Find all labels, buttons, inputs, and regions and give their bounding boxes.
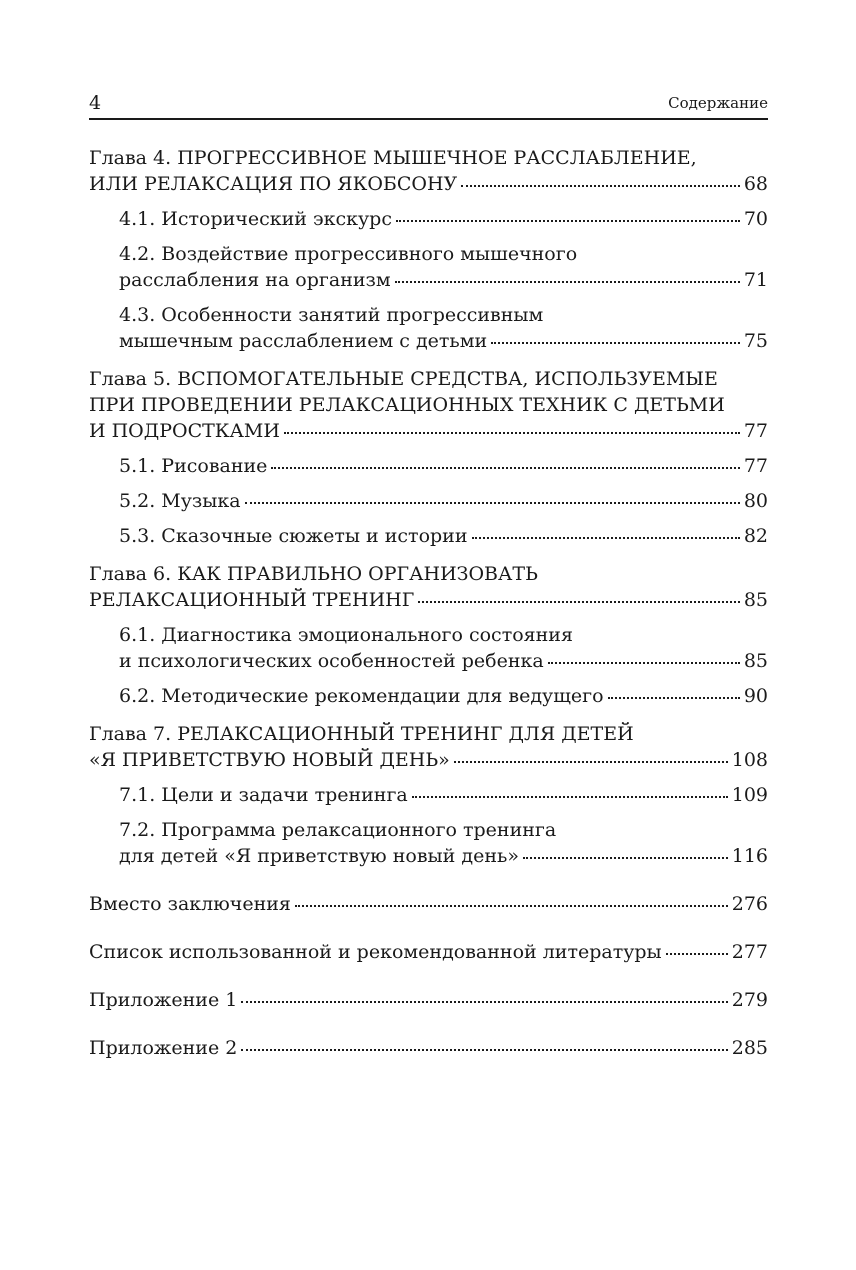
toc-page-number: 77	[743, 455, 768, 477]
dot-leader	[608, 695, 740, 699]
dot-leader	[396, 218, 740, 222]
toc-page-number: 277	[731, 941, 768, 963]
toc-page-number: 85	[743, 589, 768, 611]
toc-chapter-entry[interactable]	[89, 561, 768, 613]
toc-entry-title-line: «Я ПРИВЕТСТВУЮ НОВЫЙ ДЕНЬ»	[89, 749, 450, 771]
toc-entry-line	[119, 488, 768, 514]
toc-section-entry[interactable]	[89, 453, 768, 479]
toc-page-number: 279	[731, 989, 768, 1011]
toc-entry-title-line: и психологических особенностей ребенка	[119, 650, 544, 672]
toc-entry-line	[119, 843, 768, 869]
toc-page-number: 109	[731, 784, 768, 806]
toc-page-number: 85	[743, 650, 768, 672]
toc-entry-line	[89, 171, 768, 197]
dot-leader	[454, 759, 728, 763]
page-header	[89, 88, 768, 120]
toc-section-entry[interactable]	[89, 622, 768, 674]
dot-leader	[412, 794, 728, 798]
toc-section-entry[interactable]	[89, 782, 768, 808]
toc-entry-title-line: Приложение 1	[89, 989, 238, 1011]
dot-leader	[295, 903, 728, 907]
toc-entry[interactable]	[89, 987, 768, 1013]
dot-leader	[271, 465, 739, 469]
toc-entry-line	[119, 683, 768, 709]
toc-section-entry[interactable]	[89, 241, 768, 293]
dot-leader	[666, 951, 728, 955]
toc-entry-title-line: 4.1. Исторический экскурс	[119, 208, 392, 230]
toc-chapter-entry[interactable]	[89, 366, 768, 444]
toc-entry-title-line: 4.3. Особенности занятий прогрессивным	[119, 304, 544, 326]
table-of-contents	[89, 145, 768, 1061]
toc-page-number: 90	[743, 685, 768, 707]
toc-entry-title-line: 5.3. Сказочные сюжеты и истории	[119, 525, 468, 547]
toc-entry[interactable]	[89, 939, 768, 965]
toc-page-number: 116	[731, 845, 768, 867]
toc-entry-line	[119, 453, 768, 479]
dot-leader	[284, 430, 740, 434]
dot-leader	[491, 340, 740, 344]
toc-entry[interactable]	[89, 1035, 768, 1061]
dot-leader	[548, 660, 740, 664]
toc-entry-line	[119, 267, 768, 293]
toc-entry-line	[89, 587, 768, 613]
toc-entry-line	[119, 206, 768, 232]
toc-page-number: 77	[743, 420, 768, 442]
toc-entry-line	[119, 648, 768, 674]
toc-entry-title-line: 5.1. Рисование	[119, 455, 268, 477]
toc-entry-title-line: 7.2. Программа релаксационного тренинга	[119, 819, 557, 841]
dot-leader	[245, 500, 740, 504]
toc-page-number: 75	[743, 330, 768, 352]
toc-entry-title-line: Приложение 2	[89, 1037, 238, 1059]
toc-chapter-entry[interactable]	[89, 145, 768, 197]
toc-entry-line	[89, 1035, 768, 1061]
toc-entry-line	[119, 782, 768, 808]
toc-entry-line	[89, 747, 768, 773]
toc-entry-title-line: для детей «Я приветствую новый день»	[119, 845, 519, 867]
toc-page-number: 68	[743, 173, 768, 195]
page-number: 4	[89, 92, 102, 114]
toc-section-entry[interactable]	[89, 488, 768, 514]
running-title: Содержание	[668, 94, 768, 112]
toc-entry-title-line: Список использованной и рекомендованной литературы	[89, 941, 662, 963]
toc-entry-title-line: 4.2. Воздействие прогрессивного мышечного	[119, 243, 578, 265]
dot-leader	[395, 279, 740, 283]
toc-entry-title-line: 6.1. Диагностика эмоционального состояния	[119, 624, 573, 646]
toc-entry-title-line: Глава 5. ВСПОМОГАТЕЛЬНЫЕ СРЕДСТВА, ИСПОЛЬЗУЕМЫЕ	[89, 368, 718, 390]
dot-leader	[461, 183, 740, 187]
dot-leader	[418, 599, 740, 603]
toc-entry-line	[89, 987, 768, 1013]
toc-section-entry[interactable]	[89, 817, 768, 869]
toc-entry-title-line: И ПОДРОСТКАМИ	[89, 420, 280, 442]
toc-entry-title-line: 5.2. Музыка	[119, 490, 241, 512]
toc-entry-line	[89, 418, 768, 444]
toc-section-entry[interactable]	[89, 302, 768, 354]
toc-entry-title-line: Вместо заключения	[89, 893, 291, 915]
toc-entry-title-line: Глава 4. ПРОГРЕССИВНОЕ МЫШЕЧНОЕ РАССЛАБЛЕНИЕ,	[89, 147, 697, 169]
toc-page-number: 80	[743, 490, 768, 512]
toc-entry[interactable]	[89, 891, 768, 917]
toc-page-number: 285	[731, 1037, 768, 1059]
toc-entry-title-line: Глава 7. РЕЛАКСАЦИОННЫЙ ТРЕНИНГ ДЛЯ ДЕТЕЙ	[89, 723, 634, 745]
toc-entry-title-line: 6.2. Методические рекомендации для ведущего	[119, 685, 604, 707]
toc-chapter-entry[interactable]	[89, 721, 768, 773]
toc-entry-title-line: РЕЛАКСАЦИОННЫЙ ТРЕНИНГ	[89, 589, 415, 611]
toc-entry-line	[119, 523, 768, 549]
toc-entry-title-line: 7.1. Цели и задачи тренинга	[119, 784, 408, 806]
toc-page-number: 108	[731, 749, 768, 771]
toc-entry-title-line: ИЛИ РЕЛАКСАЦИЯ ПО ЯКОБСОНУ	[89, 173, 458, 195]
toc-section-entry[interactable]	[89, 683, 768, 709]
toc-entry-line	[89, 939, 768, 965]
toc-entry-title-line: Глава 6. КАК ПРАВИЛЬНО ОРГАНИЗОВАТЬ	[89, 563, 538, 585]
toc-page-number: 70	[743, 208, 768, 230]
toc-entry-title-line: расслабления на организм	[119, 269, 391, 291]
toc-entry-title-line: ПРИ ПРОВЕДЕНИИ РЕЛАКСАЦИОННЫХ ТЕХНИК С ДЕТЬМИ	[89, 394, 725, 416]
toc-entry-title-line: мышечным расслаблением с детьми	[119, 330, 488, 352]
toc-page-number: 276	[731, 893, 768, 915]
dot-leader	[241, 999, 727, 1003]
toc-section-entry[interactable]	[89, 523, 768, 549]
toc-page-number: 71	[743, 269, 768, 291]
toc-entry-line	[89, 891, 768, 917]
dot-leader	[241, 1047, 727, 1051]
toc-section-entry[interactable]	[89, 206, 768, 232]
toc-entry-line	[119, 328, 768, 354]
dot-leader	[472, 535, 740, 539]
dot-leader	[523, 855, 728, 859]
toc-page-number: 82	[743, 525, 768, 547]
